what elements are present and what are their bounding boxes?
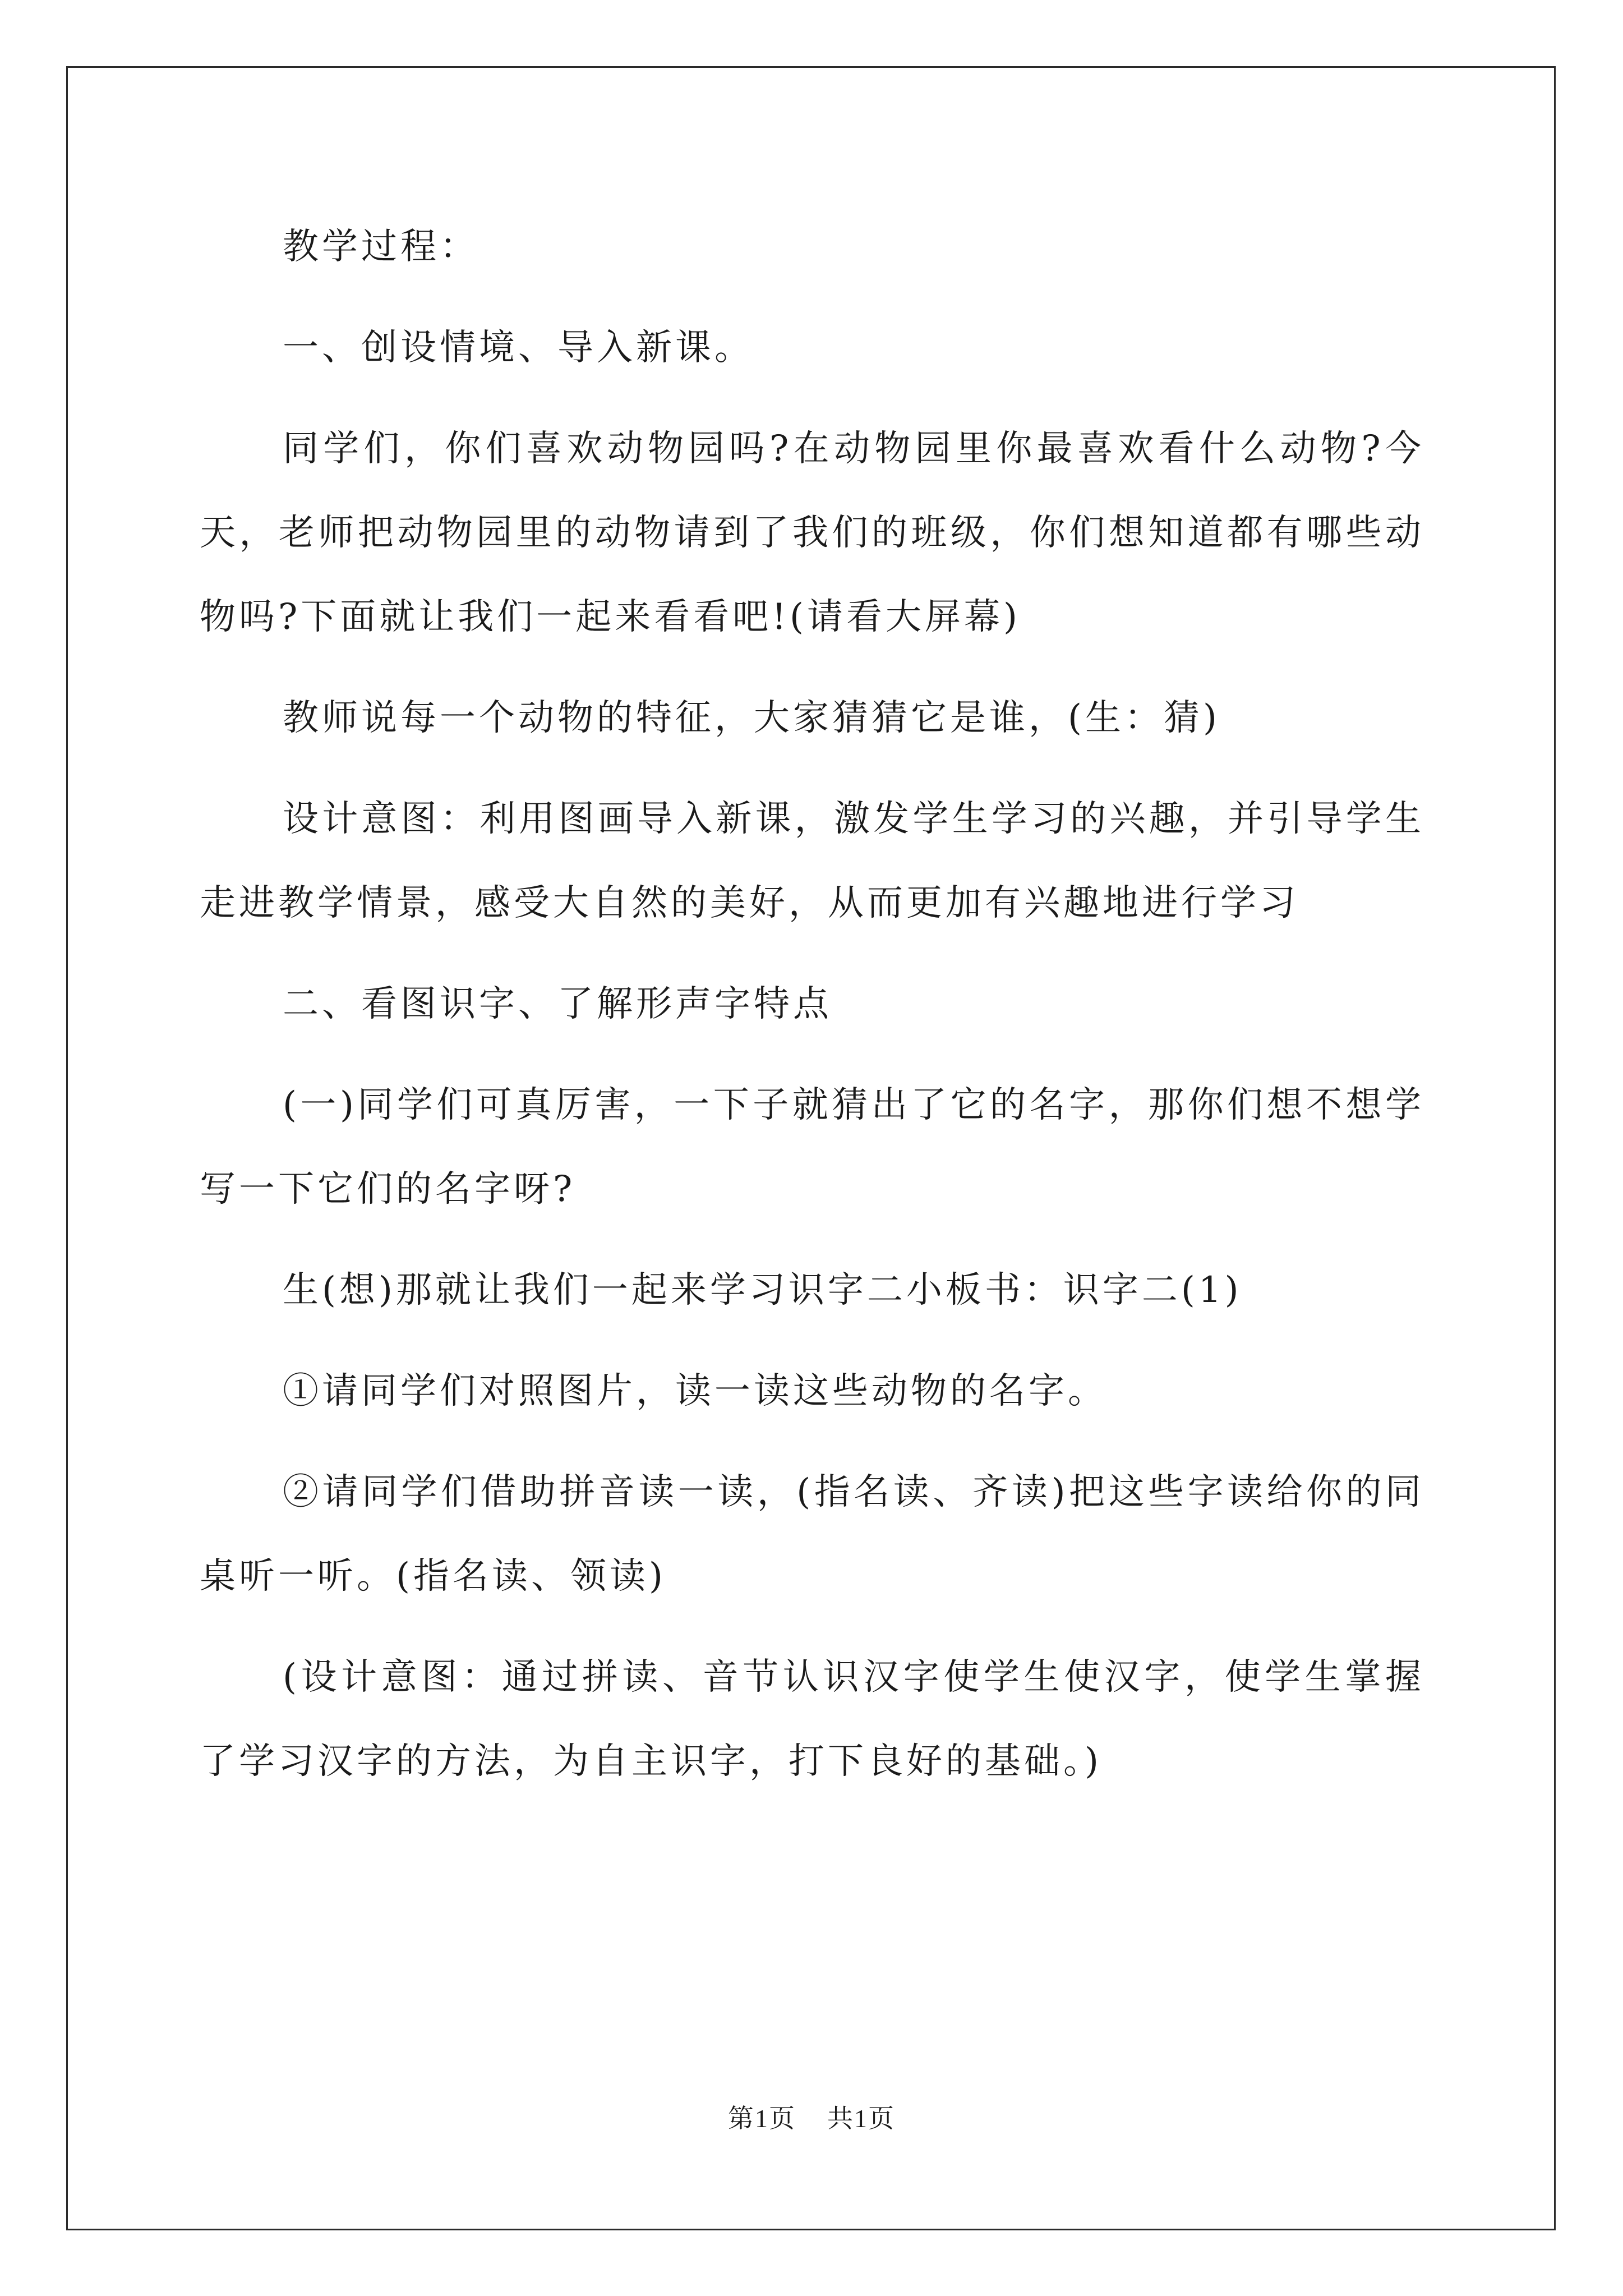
paragraph-design-intent-one: 设计意图：利用图画导入新课，激发学生学习的兴趣，并引导学生走进教学情景，感受大自然的美好，从而更加有兴趣地进行学习	[200, 798, 1424, 924]
paragraph-guess-animal: 教师说每一个动物的特征，大家猜猜它是谁，(生：猜)	[283, 697, 1220, 739]
paragraph-section-one-heading: 一、创设情境、导入新课。	[283, 327, 754, 369]
page-number-current: 第1页	[728, 2104, 796, 2133]
paragraph-design-intent-two: (设计意图：通过拼读、音节认识汉字使学生使汉字，使学生掌握了学习汉字的方法，为自主识字，打下良好的基础。)	[200, 1657, 1424, 1782]
page-number-total: 共1页	[827, 2104, 895, 2133]
paragraph-section-two-heading: 二、看图识字、了解形声字特点	[283, 983, 832, 1025]
paragraph-step-two: ②请同学们借助拼音读一读，(指名读、齐读)把这些字读给你的同桌听一听。(指名读、领读)	[200, 1471, 1424, 1597]
document-body	[200, 205, 1424, 1820]
paragraph-zoo-intro: 同学们，你们喜欢动物园吗?在动物园里你最喜欢看什么动物?今天，老师把动物园里的动物请到了我们的班级，你们想知道都有哪些动物吗?下面就让我们一起来看看吧!(请看大屏幕)	[200, 428, 1424, 638]
paragraph-learn-names: (一)同学们可真厉害，一下子就猜出了它的名字，那你们想不想学写一下它们的名字呀?	[200, 1084, 1424, 1210]
paragraph-step-one: ①请同学们对照图片，读一读这些动物的名字。	[283, 1370, 1107, 1412]
paragraph-board-writing: 生(想)那就让我们一起来学习识字二小板书：识字二(1)	[283, 1269, 1242, 1311]
page-footer	[0, 2098, 1623, 2135]
paragraph-teaching-process: 教学过程：	[283, 226, 479, 268]
